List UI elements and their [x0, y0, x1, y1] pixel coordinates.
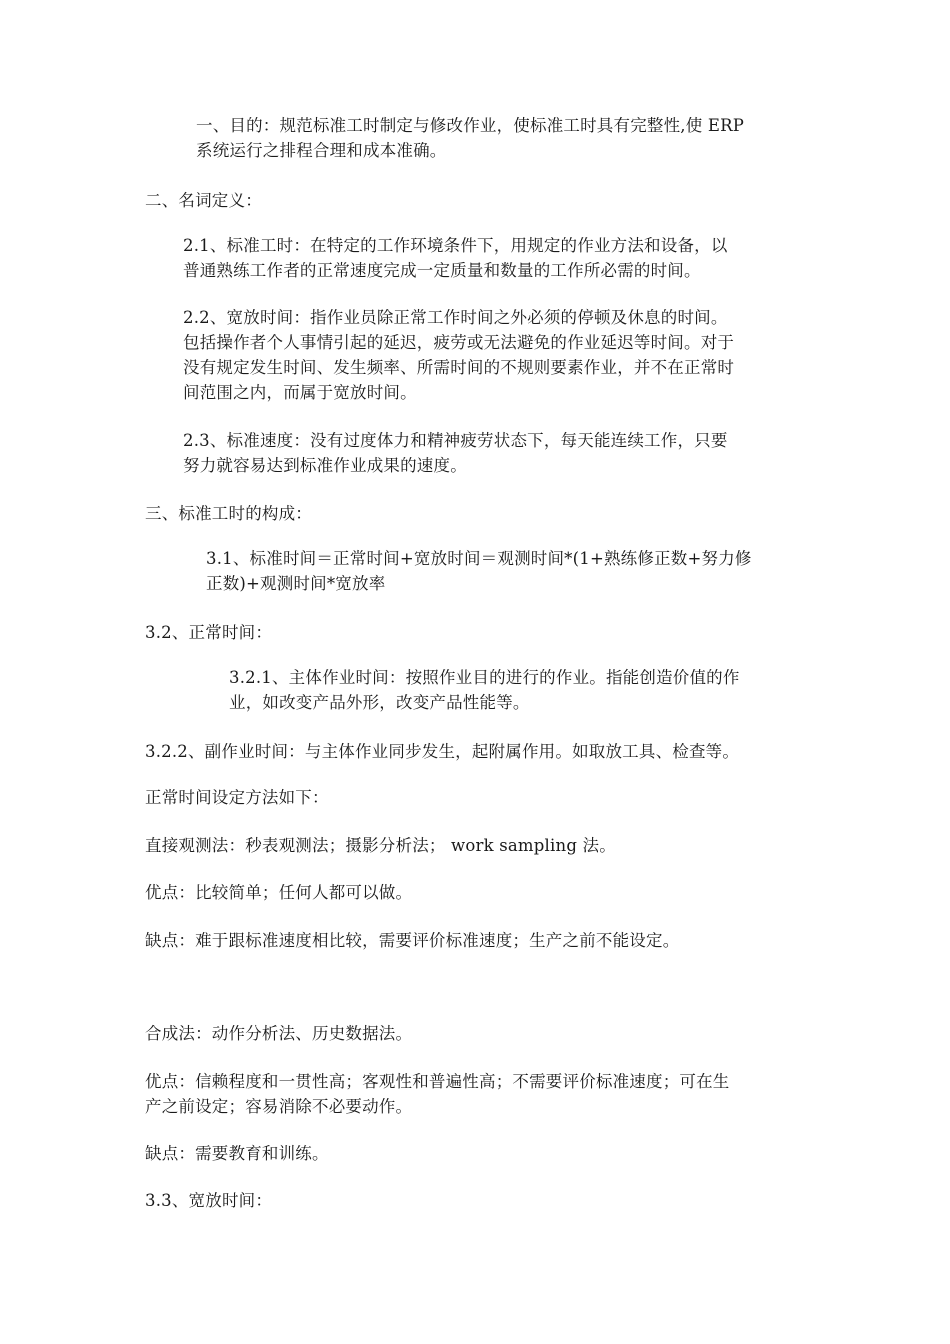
purpose-line-1: 一、目的：规范标准工时制定与修改作业，使标准工时具有完整性,使 ERP [196, 116, 745, 135]
definition-2-2-line-2: 包括操作者个人事情引起的延迟，疲劳或无法避免的作业延迟等时间。对于 [183, 333, 735, 352]
synthetic-method-pros [145, 1069, 730, 1119]
definition-2-1 [183, 233, 728, 283]
section-2-heading: 二、名词定义： [145, 191, 262, 210]
direct-method: 直接观测法：秒表观测法；摄影分析法； work sampling 法。 [145, 836, 616, 855]
item-3-1-line-1: 3.1、标准时间＝正常时间+宽放时间＝观测时间*(1+熟练修正数+努力修 [206, 549, 752, 568]
item-3-2-1 [229, 665, 740, 715]
definition-2-2-line-4: 间范围之内，而属于宽放时间。 [183, 383, 417, 402]
definition-2-2 [183, 305, 734, 405]
synthetic-method-cons: 缺点：需要教育和训练。 [145, 1144, 329, 1163]
item-3-3-heading: 3.3、宽放时间： [145, 1191, 273, 1210]
item-3-1-line-2: 正数)+观测时间*宽放率 [206, 574, 386, 593]
definition-2-2-line-3: 没有规定发生时间、发生频率、所需时间的不规则要素作业，并不在正常时 [183, 358, 735, 377]
purpose-paragraph [196, 113, 744, 163]
definition-2-3-line-1: 2.3、标准速度：没有过度体力和精神疲劳状态下，每天能连续工作，只要 [183, 431, 728, 450]
direct-method-cons: 缺点：难于跟标准速度相比较，需要评价标准速度；生产之前不能设定。 [145, 931, 680, 950]
definition-2-1-line-1: 2.1、标准工时：在特定的工作环境条件下，用规定的作业方法和设备，以 [183, 236, 728, 255]
item-3-1 [206, 546, 752, 596]
synthetic-method: 合成法：动作分析法、历史数据法。 [145, 1024, 413, 1043]
synthetic-pros-line-1: 优点：信赖程度和一贯性高；客观性和普遍性高；不需要评价标准速度；可在生 [145, 1072, 730, 1091]
method-intro: 正常时间设定方法如下： [145, 788, 329, 807]
definition-2-3-line-2: 努力就容易达到标准作业成果的速度。 [183, 456, 467, 475]
item-3-2-2: 3.2.2、副作业时间：与主体作业同步发生，起附属作用。如取放工具、检查等。 [145, 742, 740, 761]
item-3-2-1-line-1: 3.2.1、主体作业时间：按照作业目的进行的作业。指能创造价值的作 [229, 668, 740, 687]
section-3-heading: 三、标准工时的构成： [145, 504, 312, 523]
synthetic-pros-line-2: 产之前设定；容易消除不必要动作。 [145, 1097, 413, 1116]
item-3-2-1-line-2: 业，如改变产品外形，改变产品性能等。 [229, 693, 530, 712]
definition-2-2-line-1: 2.2、宽放时间：指作业员除正常工作时间之外必须的停顿及休息的时间。 [183, 308, 728, 327]
definition-2-1-line-2: 普通熟练工作者的正常速度完成一定质量和数量的工作所必需的时间。 [183, 261, 701, 280]
definition-2-3 [183, 428, 728, 478]
item-3-2-heading: 3.2、正常时间： [145, 623, 273, 642]
purpose-line-2: 系统运行之排程合理和成本准确。 [196, 141, 447, 160]
direct-method-pros: 优点：比较简单；任何人都可以做。 [145, 883, 413, 902]
